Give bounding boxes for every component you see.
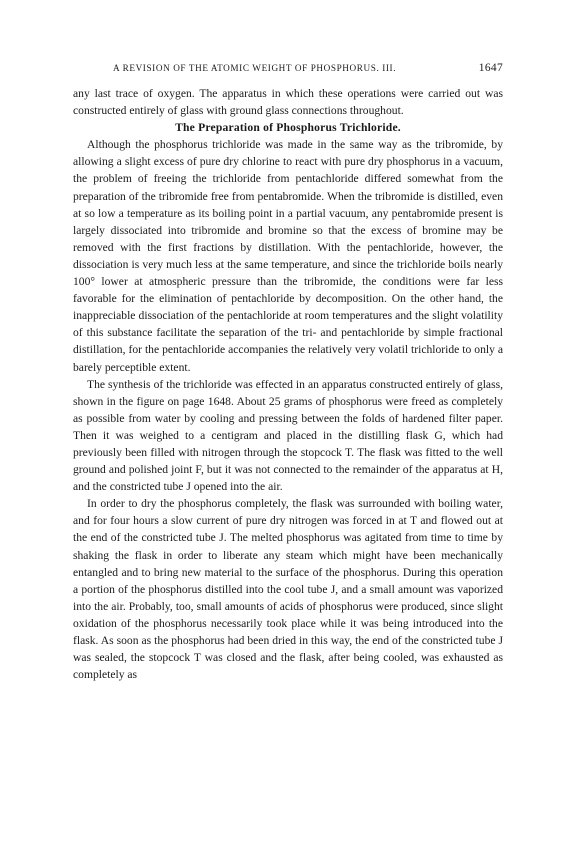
paragraph-continued: any last trace of oxygen. The apparatus in which these operations were carried out was constructed entirely of glass with ground glass connections throughout. — [73, 87, 503, 118]
running-head — [73, 62, 503, 74]
section-heading: The Preparation of Phosphorus Trichloride. — [175, 121, 401, 135]
running-title: A REVISION OF THE ATOMIC WEIGHT OF PHOSPHORUS. III. — [113, 63, 397, 73]
paragraph-drying: In order to dry the phosphorus completely, the flask was surrounded with boiling water, and for four hours a slow current of pure dry nitrogen was forced in at T and flowed out at the end of the constricted tube J. The melted phosphorus was agitated from time to time by shaking the flask in order to liberate any steam which might have been mechanically entangled and to bring new material to the surface of the phosphorus. During this operation a portion of the phosphorus distilled into the cool tube J, and a small amount was vaporized into the air. Probably, too, small amounts of acids of phosphorus were produced, since slight oxidation of the phosphorus necessarily took place while it was being introduced into the flask. As soon as the phosphorus had been dried in this way, the end of the constricted tube J was sealed, the stopcock T was closed and the flask, after being cooled, was exhausted as completely as — [73, 497, 503, 682]
page-number: 1647 — [478, 62, 503, 74]
paragraph-synthesis: The synthesis of the trichloride was effected in an apparatus constructed entirely of glass, shown in the figure on page 1648. About 25 grams of phosphorus were freed as completely as possible from water by cooling and pressing between the folds of hardened filter paper. Then it was weighed to a centigram and placed in the distilling flask G, which had previously been filled with nitrogen through the stopcock T. The flask was fitted to the well ground and polished joint F, but it was not connected to the remainder of the apparatus at H, and the constricted tube J opened into the air. — [73, 377, 503, 494]
journal-page — [73, 62, 503, 683]
paragraph-trichloride-intro: Although the phosphorus trichloride was made in the same way as the tribromide, by allowing a slight excess of pure dry chlorine to react with pure dry phosphorus in a vacuum, the problem of freeing the trichloride from pentachloride differed somewhat from the preparation of the tribromide free from pentabromide. When the tribromide is distilled, even at so low a temperature as its boiling point in a partial vacuum, any pentabromide present is largely dissociated into tribromide and bromine so that the excess of bromine may be removed with the first fractions by distillation. With the pentachloride, however, the dissociation is very much less at the same temperature, and since the trichloride boils nearly 100° lower at atmospheric pressure than the tribromide, the conditions were far less favorable for the elimination of pentachloride by decomposition. On the other hand, the inappreciable dissociation of the pentachloride at room temperatures and the slight volatility of this substance facilitate the separation of the tri- and pentachloride by simple fractional distillation, for the pentachloride accompanies the relatively very volatil trichloride to only a barely perceptible extent. — [73, 138, 503, 374]
